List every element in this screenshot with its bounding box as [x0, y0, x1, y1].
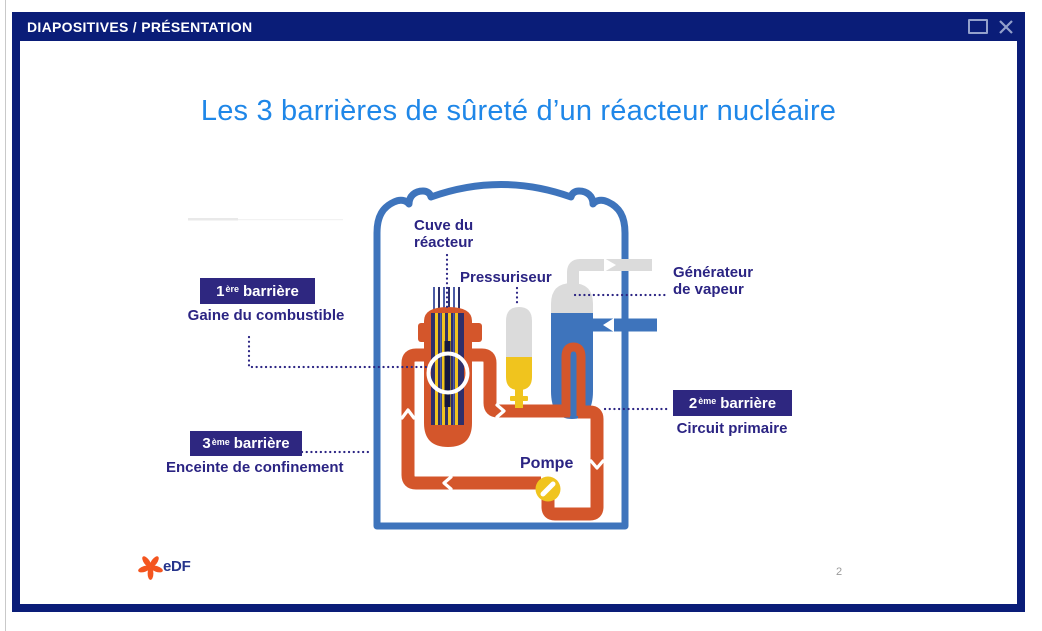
feedwater-pipe — [588, 318, 657, 332]
barrier-1-description: Gaine du combustible — [187, 307, 345, 324]
pressurizer — [506, 307, 532, 408]
barrier-3-description: Enceinte de confinement — [166, 459, 344, 476]
close-icon[interactable] — [997, 18, 1015, 36]
steam-generator-label: Générateur de vapeur — [673, 264, 754, 298]
pump-icon — [536, 477, 561, 502]
window-titlebar[interactable] — [12, 12, 1025, 41]
artifact-smudge — [188, 218, 343, 221]
slide-title: Les 3 barrières de sûreté d’un réacteur nucléaire — [200, 95, 837, 127]
window-body — [12, 41, 1025, 612]
vessel-label: Cuve du réacteur — [414, 217, 474, 251]
barrier-3-badge: 3 ème barrière — [190, 431, 302, 456]
maximize-icon[interactable] — [968, 19, 988, 34]
edf-logo-text: eDF — [163, 558, 191, 575]
screen-edge-line — [5, 0, 6, 631]
presentation-window — [12, 12, 1025, 612]
barrier-1-badge: 1 ère barrière — [200, 278, 315, 304]
pressurizer-label: Pressuriseur — [460, 269, 552, 286]
window-controls — [968, 18, 1015, 36]
steam-pipe — [573, 258, 652, 289]
slide-canvas — [20, 41, 1017, 604]
reactor-diagram — [20, 41, 1017, 604]
pump-label: Pompe — [520, 455, 574, 472]
barrier-2-description: Circuit primaire — [676, 420, 788, 437]
edf-logo-swirl-icon — [137, 555, 163, 580]
fuel-rods — [431, 313, 464, 425]
slide-page-number: 2 — [836, 566, 843, 578]
reactor-vessel — [418, 287, 482, 447]
barrier-2-badge: 2 ème barrière — [673, 390, 792, 416]
window-title: DIAPOSITIVES / PRÉSENTATION — [27, 18, 253, 35]
